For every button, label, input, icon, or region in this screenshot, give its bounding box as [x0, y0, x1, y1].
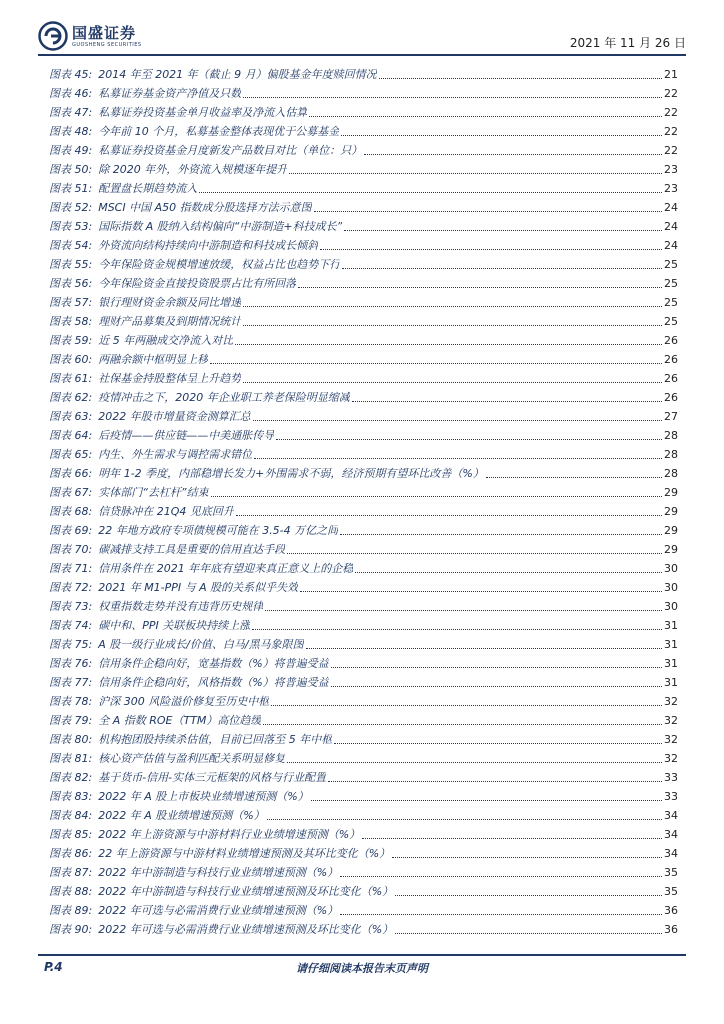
toc-entry[interactable] [49, 139, 678, 158]
toc-entry-label: 图表 55: [49, 258, 93, 271]
toc-entry-title: 信贷脉冲在 21Q4 见底回升 [98, 505, 234, 518]
toc-entry-label: 图表 71: [49, 562, 93, 575]
toc-dot-leader [298, 287, 662, 288]
toc-entry-page: 32 [664, 714, 678, 727]
toc-entry[interactable] [49, 63, 678, 82]
toc-entry-page: 27 [664, 410, 678, 423]
toc-entry-title: 疫情冲击之下，2020 年企业职工养老保险明显缩减 [98, 391, 350, 404]
toc-entry-label: 图表 65: [49, 448, 93, 461]
toc-entry[interactable] [49, 652, 678, 671]
toc-entry-title: 今年前 10 个月，私募基金整体表现优于公募基金 [98, 125, 340, 138]
toc-entry-page: 26 [664, 391, 678, 404]
toc-entry-label: 图表 73: [49, 600, 93, 613]
toc-entry-label: 图表 64: [49, 429, 93, 442]
toc-entry[interactable] [49, 918, 678, 937]
toc-entry[interactable] [49, 272, 678, 291]
toc-entry-title: 近 5 年两融成交净流入对比 [98, 334, 234, 347]
toc-dot-leader [287, 762, 662, 763]
toc-dot-leader [340, 876, 662, 877]
toc-entry-label: 图表 74: [49, 619, 93, 632]
toc-entry-page: 21 [664, 68, 678, 81]
toc-dot-leader [267, 819, 662, 820]
toc-entry[interactable] [49, 481, 678, 500]
toc-entry-title: 后疫情——供应链——中美通胀传导 [98, 429, 275, 442]
toc-dot-leader [328, 781, 662, 782]
toc-entry-title: 2022 年股市增量资金测算汇总 [98, 410, 251, 423]
toc-entry-page: 31 [664, 638, 678, 651]
toc-entry-label: 图表 78: [49, 695, 93, 708]
toc-dot-leader [392, 857, 662, 858]
toc-entry-title: 配置盘长期趋势流入 [98, 182, 198, 195]
toc-entry-label: 图表 80: [49, 733, 93, 746]
disclaimer-note: 请仔细阅读本报告末页声明 [296, 962, 428, 975]
toc-entry-title: 2022 年中游制造与科技行业业绩增速预测（%） [98, 866, 339, 879]
table-of-figures [49, 63, 678, 937]
toc-entry-page: 32 [664, 752, 678, 765]
toc-entry-page: 24 [664, 220, 678, 233]
toc-entry-title: 机构抱团股持续杀估值，目前已回落至 5 年中枢 [98, 733, 333, 746]
toc-entry-title: 全 A 指数 ROE（TTM）高位趋缓 [98, 714, 262, 727]
toc-entry-page: 35 [664, 866, 678, 879]
toc-entry-page: 30 [664, 581, 678, 594]
toc-entry-label: 图表 67: [49, 486, 93, 499]
toc-entry-title: 2022 年 A 股业绩增速预测（%） [98, 809, 265, 822]
footer-divider [38, 954, 686, 956]
toc-entry-title: 今年保险资金规模增速放缓，权益占比也趋势下行 [98, 258, 341, 271]
toc-entry-page: 25 [664, 315, 678, 328]
toc-entry-page: 26 [664, 372, 678, 385]
toc-entry-label: 图表 85: [49, 828, 93, 841]
toc-entry-label: 图表 81: [49, 752, 93, 765]
toc-entry[interactable] [49, 747, 678, 766]
toc-entry[interactable] [49, 405, 678, 424]
toc-entry-label: 图表 51: [49, 182, 93, 195]
toc-entry[interactable] [49, 158, 678, 177]
toc-dot-leader [486, 477, 662, 478]
toc-entry-title: 外资流向结构持续向中游制造和科技成长倾斜 [98, 239, 319, 252]
logo-chinese-name: 国盛证券 [72, 24, 137, 42]
toc-entry-page: 29 [664, 486, 678, 499]
toc-entry[interactable] [49, 291, 678, 310]
toc-entry[interactable] [49, 500, 678, 519]
toc-entry-title: 碳减排支持工具是重要的信用直达手段 [98, 543, 286, 556]
toc-entry[interactable] [49, 424, 678, 443]
toc-entry[interactable] [49, 861, 678, 880]
toc-entry-page: 22 [664, 106, 678, 119]
toc-entry-page: 23 [664, 163, 678, 176]
toc-dot-leader [352, 401, 662, 402]
toc-entry-title: 权重指数走势并没有违背历史规律 [98, 600, 264, 613]
toc-entry[interactable] [49, 443, 678, 462]
toc-entry[interactable] [49, 671, 678, 690]
toc-dot-leader [210, 363, 662, 364]
toc-dot-leader [211, 496, 662, 497]
toc-entry-page: 36 [664, 923, 678, 936]
toc-entry[interactable] [49, 633, 678, 652]
toc-entry-title: 私募证券投资基金月度新发产品数目对比（单位：只） [98, 144, 363, 157]
toc-entry-title: 今年保险资金直接投资股票占比有所回落 [98, 277, 297, 290]
toc-entry-page: 30 [664, 562, 678, 575]
toc-entry-title: 2022 年上游资源与中游材料行业业绩增速预测（%） [98, 828, 361, 841]
toc-dot-leader [311, 800, 662, 801]
toc-entry-page: 29 [664, 524, 678, 537]
toc-entry[interactable] [49, 728, 678, 747]
toc-entry-label: 图表 52: [49, 201, 93, 214]
toc-dot-leader [263, 724, 662, 725]
toc-entry[interactable] [49, 196, 678, 215]
toc-dot-leader [265, 610, 662, 611]
toc-entry-label: 图表 48: [49, 125, 93, 138]
logo-wordmark [72, 24, 142, 48]
toc-entry-label: 图表 82: [49, 771, 93, 784]
toc-entry-label: 图表 50: [49, 163, 93, 176]
toc-entry[interactable] [49, 595, 678, 614]
toc-dot-leader [236, 515, 662, 516]
toc-entry-label: 图表 77: [49, 676, 93, 689]
report-date: 2021 年 11 月 26 日 [569, 36, 686, 50]
toc-entry-label: 图表 88: [49, 885, 93, 898]
toc-dot-leader [320, 249, 662, 250]
toc-entry[interactable] [49, 386, 678, 405]
toc-entry-label: 图表 46: [49, 87, 93, 100]
toc-entry-label: 图表 63: [49, 410, 93, 423]
toc-entry-label: 图表 90: [49, 923, 93, 936]
toc-dot-leader [355, 572, 662, 573]
toc-entry-label: 图表 76: [49, 657, 93, 670]
toc-dot-leader [287, 553, 662, 554]
toc-dot-leader [306, 648, 662, 649]
toc-dot-leader [344, 230, 662, 231]
toc-entry-label: 图表 68: [49, 505, 93, 518]
page-header [38, 20, 686, 56]
toc-entry[interactable] [49, 614, 678, 633]
toc-dot-leader [334, 743, 662, 744]
toc-entry-title: 2022 年中游制造与科技行业业绩增速预测及环比变化（%） [98, 885, 394, 898]
toc-entry-title: 内生、外生需求与调控需求错位 [98, 448, 253, 461]
header-divider [38, 54, 686, 56]
toc-entry-page: 25 [664, 296, 678, 309]
toc-dot-leader [289, 173, 662, 174]
toc-entry-label: 图表 54: [49, 239, 93, 252]
toc-entry-page: 26 [664, 334, 678, 347]
toc-entry-title: 2021 年 M1-PPI 与 A 股的关系似乎失效 [98, 581, 299, 594]
toc-entry[interactable] [49, 842, 678, 861]
toc-entry-page: 22 [664, 144, 678, 157]
toc-dot-leader [395, 933, 662, 934]
page-number: P.4 [44, 960, 63, 974]
toc-entry-label: 图表 72: [49, 581, 93, 594]
toc-dot-leader [340, 914, 662, 915]
toc-dot-leader [309, 116, 662, 117]
toc-dot-leader [253, 420, 662, 421]
toc-entry-title: 私募证券投资基金单月收益率及净流入估算 [98, 106, 308, 119]
toc-entry-page: 25 [664, 277, 678, 290]
toc-dot-leader [342, 268, 662, 269]
toc-entry[interactable] [49, 576, 678, 595]
toc-entry[interactable] [49, 804, 678, 823]
toc-entry-label: 图表 62: [49, 391, 93, 404]
toc-dot-leader [276, 439, 662, 440]
toc-entry-label: 图表 60: [49, 353, 93, 366]
toc-entry-page: 24 [664, 239, 678, 252]
toc-entry[interactable] [49, 367, 678, 386]
toc-entry-label: 图表 66: [49, 467, 93, 480]
toc-entry-title: 2014 年至 2021 年（截止 9 月）偏股基金年度赎回情况 [98, 68, 377, 81]
toc-entry-page: 34 [664, 847, 678, 860]
toc-entry-label: 图表 58: [49, 315, 93, 328]
toc-entry-page: 34 [664, 828, 678, 841]
toc-entry-title: 2022 年 A 股上市板块业绩增速预测（%） [98, 790, 309, 803]
toc-dot-leader [379, 78, 662, 79]
toc-entry[interactable] [49, 177, 678, 196]
toc-entry[interactable] [49, 329, 678, 348]
toc-entry-label: 图表 61: [49, 372, 93, 385]
logo-english-name: GUOSHENG SECURITIES [72, 42, 142, 48]
toc-entry-label: 图表 89: [49, 904, 93, 917]
toc-entry[interactable] [49, 823, 678, 842]
toc-entry-title: 国际指数 A 股纳入结构偏向“中游制造+科技成长” [98, 220, 343, 233]
toc-entry-title: 明年 1-2 季度，内部稳增长发力+外围需求不弱，经济预期有望环比改善（%） [98, 467, 484, 480]
toc-entry-title: 沪深 300 风险溢价修复至历史中枢 [98, 695, 270, 708]
toc-entry-label: 图表 49: [49, 144, 93, 157]
toc-entry[interactable] [49, 519, 678, 538]
toc-entry-page: 36 [664, 904, 678, 917]
toc-dot-leader [243, 306, 662, 307]
toc-entry-title: 2022 年可选与必需消费行业业绩增速预测及环比变化（%） [98, 923, 394, 936]
toc-entry-title: 银行理财资金余额及同比增速 [98, 296, 242, 309]
toc-entry-title: 私募证券基金资产净值及只数 [98, 87, 242, 100]
toc-entry-label: 图表 75: [49, 638, 93, 651]
toc-entry-page: 29 [664, 543, 678, 556]
toc-entry-page: 31 [664, 676, 678, 689]
toc-entry-title: 22 年上游资源与中游材料业绩增速预测及其环比变化（%） [98, 847, 391, 860]
toc-entry-page: 32 [664, 733, 678, 746]
toc-dot-leader [271, 705, 662, 706]
toc-entry-page: 29 [664, 505, 678, 518]
toc-entry-title: 社保基金持股整体呈上升趋势 [98, 372, 242, 385]
toc-dot-leader [300, 591, 662, 592]
toc-dot-leader [331, 667, 662, 668]
toc-entry[interactable] [49, 462, 678, 481]
toc-entry[interactable] [49, 101, 678, 120]
toc-entry-page: 24 [664, 201, 678, 214]
toc-entry-label: 图表 59: [49, 334, 93, 347]
toc-entry-title: A 股一级行业成长/价值、白马/黑马象限图 [98, 638, 304, 651]
toc-entry-page: 28 [664, 448, 678, 461]
toc-entry[interactable] [49, 538, 678, 557]
toc-entry-page: 28 [664, 429, 678, 442]
toc-entry-title: 两融余额中枢明显上移 [98, 353, 209, 366]
toc-entry-label: 图表 69: [49, 524, 93, 537]
toc-dot-leader [341, 135, 662, 136]
toc-dot-leader [314, 211, 662, 212]
toc-dot-leader [331, 686, 662, 687]
toc-entry[interactable] [49, 690, 678, 709]
toc-entry-page: 35 [664, 885, 678, 898]
toc-entry[interactable] [49, 82, 678, 101]
toc-dot-leader [254, 458, 662, 459]
toc-entry-label: 图表 70: [49, 543, 93, 556]
toc-dot-leader [235, 344, 662, 345]
toc-entry[interactable] [49, 557, 678, 576]
toc-entry-title: 信用条件在 2021 年年底有望迎来真正意义上的企稳 [98, 562, 354, 575]
toc-entry[interactable] [49, 120, 678, 139]
toc-entry-label: 图表 45: [49, 68, 93, 81]
toc-entry-title: MSCI 中国 A50 指数成分股选择方法示意图 [98, 201, 312, 214]
toc-dot-leader [395, 895, 662, 896]
toc-entry-title: 核心资产估值与盈利匹配关系明显修复 [98, 752, 286, 765]
toc-entry-title: 除 2020 年外，外资流入规模逐年提升 [98, 163, 288, 176]
toc-entry-label: 图表 83: [49, 790, 93, 803]
toc-entry-page: 31 [664, 657, 678, 670]
toc-entry-title: 碳中和、PPI 关联板块持续上涨 [98, 619, 251, 632]
toc-entry[interactable] [49, 253, 678, 272]
toc-entry-page: 28 [664, 467, 678, 480]
toc-dot-leader [199, 192, 662, 193]
company-logo [38, 20, 142, 52]
toc-entry-page: 33 [664, 790, 678, 803]
toc-entry-title: 2022 年可选与必需消费行业业绩增速预测（%） [98, 904, 339, 917]
toc-entry-title: 实体部门“去杠杆”结束 [98, 486, 209, 499]
toc-dot-leader [243, 97, 662, 98]
toc-dot-leader [243, 325, 662, 326]
toc-entry-page: 33 [664, 771, 678, 784]
toc-entry-page: 23 [664, 182, 678, 195]
toc-dot-leader [340, 534, 662, 535]
toc-entry-page: 26 [664, 353, 678, 366]
guosheng-logo-icon [38, 21, 68, 51]
toc-entry-label: 图表 56: [49, 277, 93, 290]
toc-entry-title: 理财产品募集及到期情况统计 [98, 315, 242, 328]
toc-dot-leader [252, 629, 662, 630]
toc-entry-label: 图表 57: [49, 296, 93, 309]
toc-entry[interactable] [49, 215, 678, 234]
toc-entry-page: 31 [664, 619, 678, 632]
toc-entry-label: 图表 79: [49, 714, 93, 727]
toc-entry-label: 图表 53: [49, 220, 93, 233]
toc-entry-title: 基于货币-信用-实体三元框架的风格与行业配置 [98, 771, 327, 784]
toc-entry-title: 信用条件企稳向好，风格指数（%）将普遍受益 [98, 676, 329, 689]
toc-entry-page: 30 [664, 600, 678, 613]
toc-entry-page: 32 [664, 695, 678, 708]
toc-entry-label: 图表 87: [49, 866, 93, 879]
toc-entry-page: 22 [664, 125, 678, 138]
toc-entry[interactable] [49, 785, 678, 804]
toc-entry-title: 22 年地方政府专项债规模可能在 3.5-4 万亿之间 [98, 524, 339, 537]
toc-entry-page: 25 [664, 258, 678, 271]
toc-dot-leader [243, 382, 662, 383]
toc-entry[interactable] [49, 310, 678, 329]
toc-entry-label: 图表 84: [49, 809, 93, 822]
toc-entry[interactable] [49, 766, 678, 785]
toc-entry-title: 信用条件企稳向好，宽基指数（%）将普遍受益 [98, 657, 329, 670]
toc-entry-page: 34 [664, 809, 678, 822]
toc-entry-label: 图表 86: [49, 847, 93, 860]
toc-dot-leader [362, 838, 662, 839]
toc-entry[interactable] [49, 709, 678, 728]
toc-entry-page: 22 [664, 87, 678, 100]
toc-entry[interactable] [49, 348, 678, 367]
toc-entry-label: 图表 47: [49, 106, 93, 119]
toc-entry[interactable] [49, 234, 678, 253]
toc-dot-leader [364, 154, 662, 155]
toc-entry[interactable] [49, 880, 678, 899]
toc-entry[interactable] [49, 899, 678, 918]
